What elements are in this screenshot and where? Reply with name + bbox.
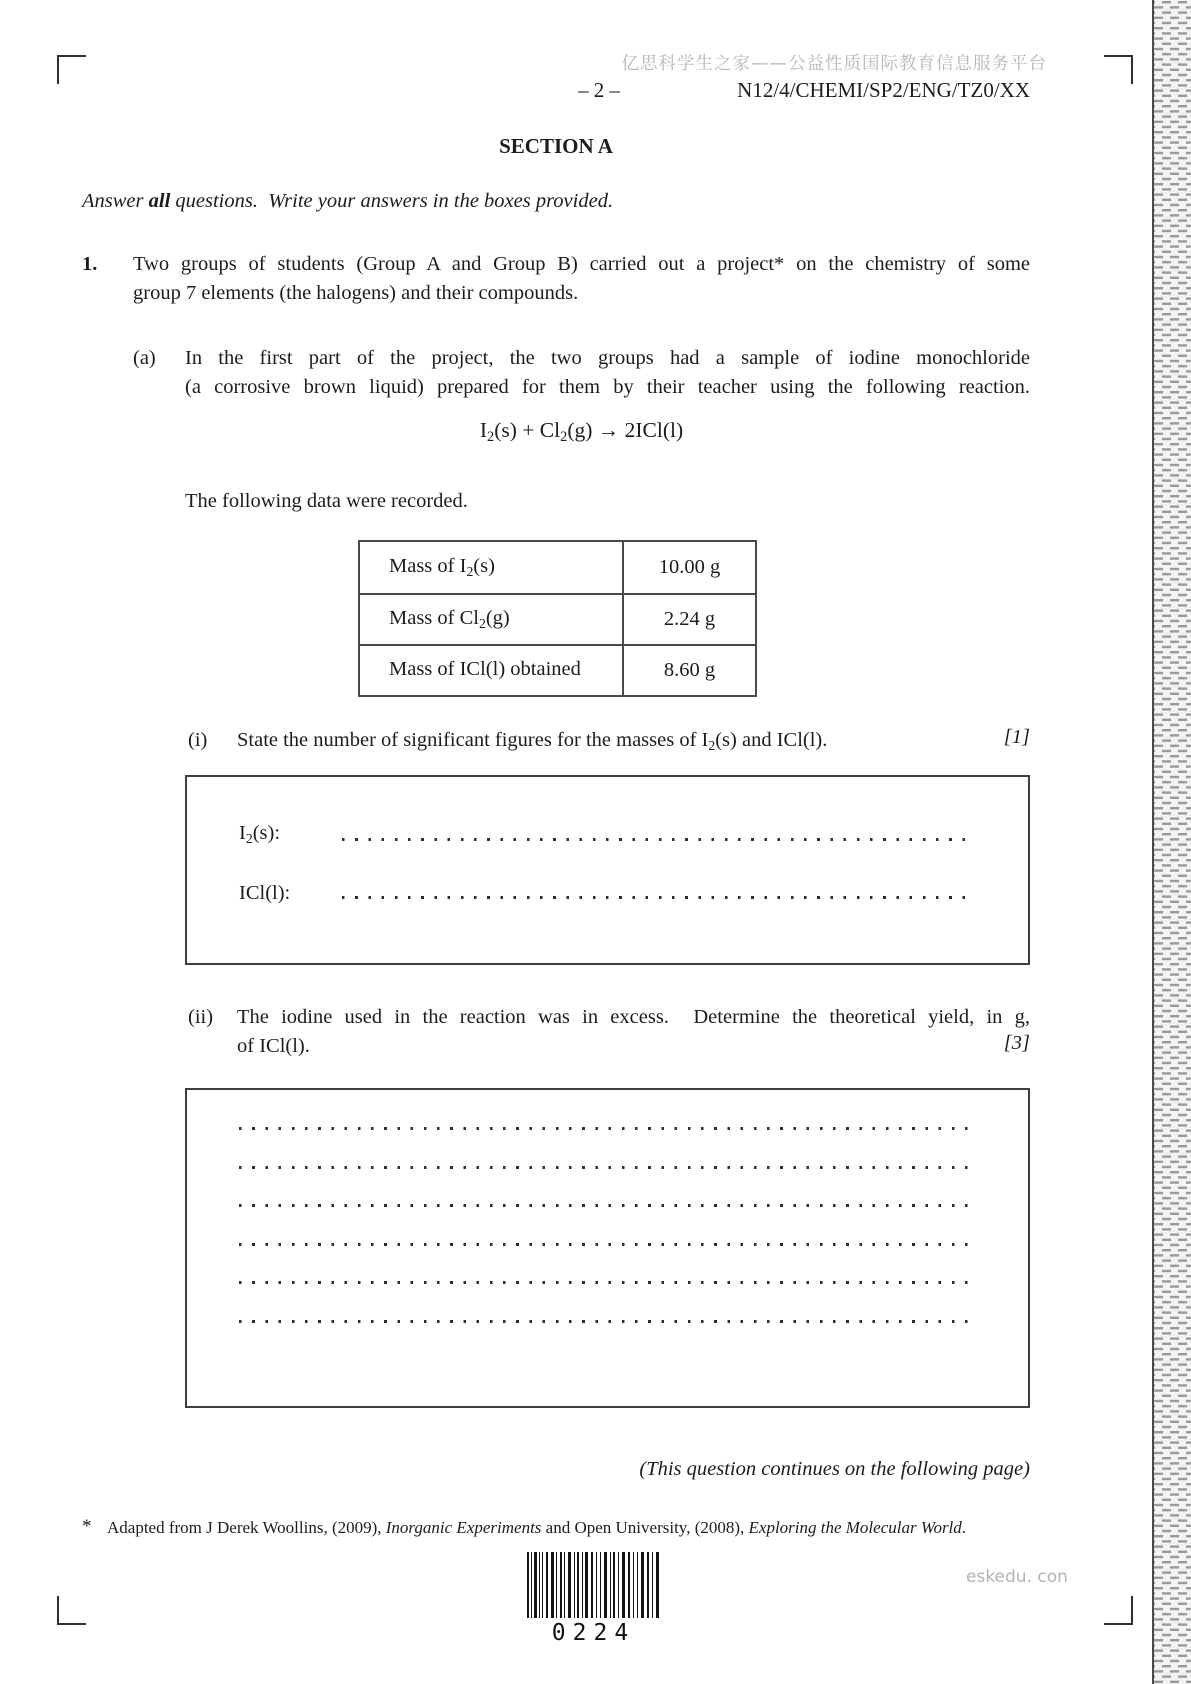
section-title: SECTION A — [499, 134, 613, 158]
dotted-answer-line — [342, 838, 973, 841]
part-a-ii-line-2: of ICl(l). — [237, 1035, 310, 1057]
footnote-post: . — [961, 1518, 967, 1537]
site-watermark: eskedu. con — [966, 1567, 1068, 1587]
footnote-marker: * — [82, 1516, 92, 1537]
barcode — [527, 1552, 660, 1646]
row3-label-pre: Mass of ICl(l) obtained — [389, 658, 581, 680]
equation-seg2: (s) + Cl — [494, 418, 561, 442]
part-a-i-text-sub: 2 — [708, 738, 716, 753]
data-note: The following data were recorded. — [185, 490, 468, 512]
table-row-value: 8.60 g — [663, 659, 716, 681]
row2-label-sub: 2 — [478, 616, 486, 631]
footnote — [82, 1518, 1030, 1538]
dotted-answer-line — [239, 1281, 975, 1284]
data-table — [358, 540, 757, 697]
row2-label-post: (g) — [485, 607, 510, 629]
paper-code: N12/4/CHEMI/SP2/ENG/TZ0/XX — [737, 78, 1030, 102]
question-1-line-2: group 7 elements (the halogens) and their compounds. — [133, 282, 579, 304]
answer1-sub: 2 — [245, 831, 253, 846]
dotted-answer-line — [239, 1204, 975, 1207]
question-1-text — [133, 250, 1030, 308]
table-row-label — [360, 595, 624, 644]
dotted-answer-line — [239, 1243, 975, 1246]
table-row-value: 2.24 g — [663, 608, 716, 630]
part-a-ii — [188, 1003, 1030, 1061]
row1-label-sub: 2 — [466, 564, 474, 579]
table-row-label — [360, 646, 624, 695]
crop-mark-bottom-left — [57, 1596, 86, 1625]
part-a-i-text-post: (s) and ICl(l). — [715, 729, 828, 751]
footnote-text — [107, 1518, 1030, 1538]
footnote-pre: Adapted from J Derek Woollins, (2009), — [107, 1518, 386, 1537]
equation-seg1: I — [479, 418, 488, 442]
row1-label-post: (s) — [473, 555, 495, 577]
table-row — [360, 644, 755, 695]
part-a-line-2: (a corrosive brown liquid) prepared for them by their teacher using the following reaction. — [185, 376, 1030, 398]
answer-label-i2s — [239, 802, 342, 847]
section-instruction — [82, 190, 613, 213]
part-a-i-label: (i) — [188, 729, 208, 751]
equation-sub2: 2 — [560, 429, 568, 445]
table-row — [360, 593, 755, 644]
part-a-ii-line-1: The iodine used in the reaction was in excess. Determine the theoretical yield, in g, — [237, 1006, 1030, 1028]
part-a — [133, 344, 1030, 402]
equation-seg3: (g) → 2ICl(l) — [567, 418, 684, 442]
question-1-line-1: Two groups of students (Group A and Group B) carried out a project* on the chemistry of some — [133, 253, 1030, 275]
answer-box-a-i — [185, 775, 1030, 965]
instruction-pre: Answer — [82, 190, 149, 212]
barcode-number: 0224 — [551, 1620, 636, 1646]
dotted-answer-line — [239, 1127, 975, 1130]
crop-mark-top-left — [57, 55, 86, 84]
part-a-text — [185, 344, 1030, 402]
table-row — [360, 542, 755, 593]
answer-label-icll: ICl(l): — [239, 882, 291, 904]
part-a-line-1: In the first part of the project, the two groups had a sample of iodine monochloride — [185, 347, 1030, 369]
answer-box-a-ii — [185, 1088, 1030, 1408]
dotted-answer-line — [342, 896, 973, 899]
part-a-ii-text — [237, 1003, 1030, 1061]
answer1-pre: I — [239, 822, 246, 844]
question-1 — [82, 250, 1030, 308]
footnote-mid: and Open University, (2008), — [541, 1518, 749, 1537]
part-a-i — [188, 726, 988, 760]
dotted-answer-line — [239, 1320, 975, 1323]
footnote-italic-2: Exploring the Molecular World — [748, 1518, 962, 1537]
row2-label-pre: Mass of Cl — [389, 607, 479, 629]
answer-row — [239, 860, 973, 905]
barcode-bars — [527, 1552, 660, 1618]
page-edge-texture — [1152, 0, 1191, 1684]
answer-row — [239, 802, 973, 847]
equation-sub1: 2 — [487, 429, 495, 445]
instruction-bold: all — [148, 190, 171, 212]
instruction-post: questions. Write your answers in the boxes provided. — [170, 190, 614, 212]
marks-a-i: [1] — [1003, 726, 1030, 748]
chemical-equation — [133, 418, 1030, 446]
dotted-answer-line — [239, 1166, 975, 1169]
row1-label-pre: Mass of I — [389, 555, 467, 577]
footnote-italic-1: Inorganic Experiments — [385, 1518, 542, 1537]
table-row-label — [360, 542, 624, 593]
continuation-note: (This question continues on the following page) — [639, 1458, 1030, 1480]
part-a-i-text-pre: State the number of significant figures for the masses of I — [237, 729, 709, 751]
part-a-ii-label: (ii) — [188, 1006, 214, 1028]
table-row-value: 10.00 g — [658, 556, 721, 578]
part-a-i-text — [237, 726, 988, 760]
crop-mark-top-right — [1104, 55, 1133, 84]
question-1-number: 1. — [82, 253, 98, 275]
crop-mark-bottom-right — [1104, 1596, 1133, 1625]
chinese-watermark: 亿思科学生之家——公益性质国际教育信息服务平台 — [621, 54, 1047, 74]
page-number: – 2 – — [578, 78, 620, 102]
answer1-post: (s): — [252, 822, 281, 844]
marks-a-ii: [3] — [1003, 1032, 1030, 1054]
part-a-label: (a) — [133, 347, 156, 369]
